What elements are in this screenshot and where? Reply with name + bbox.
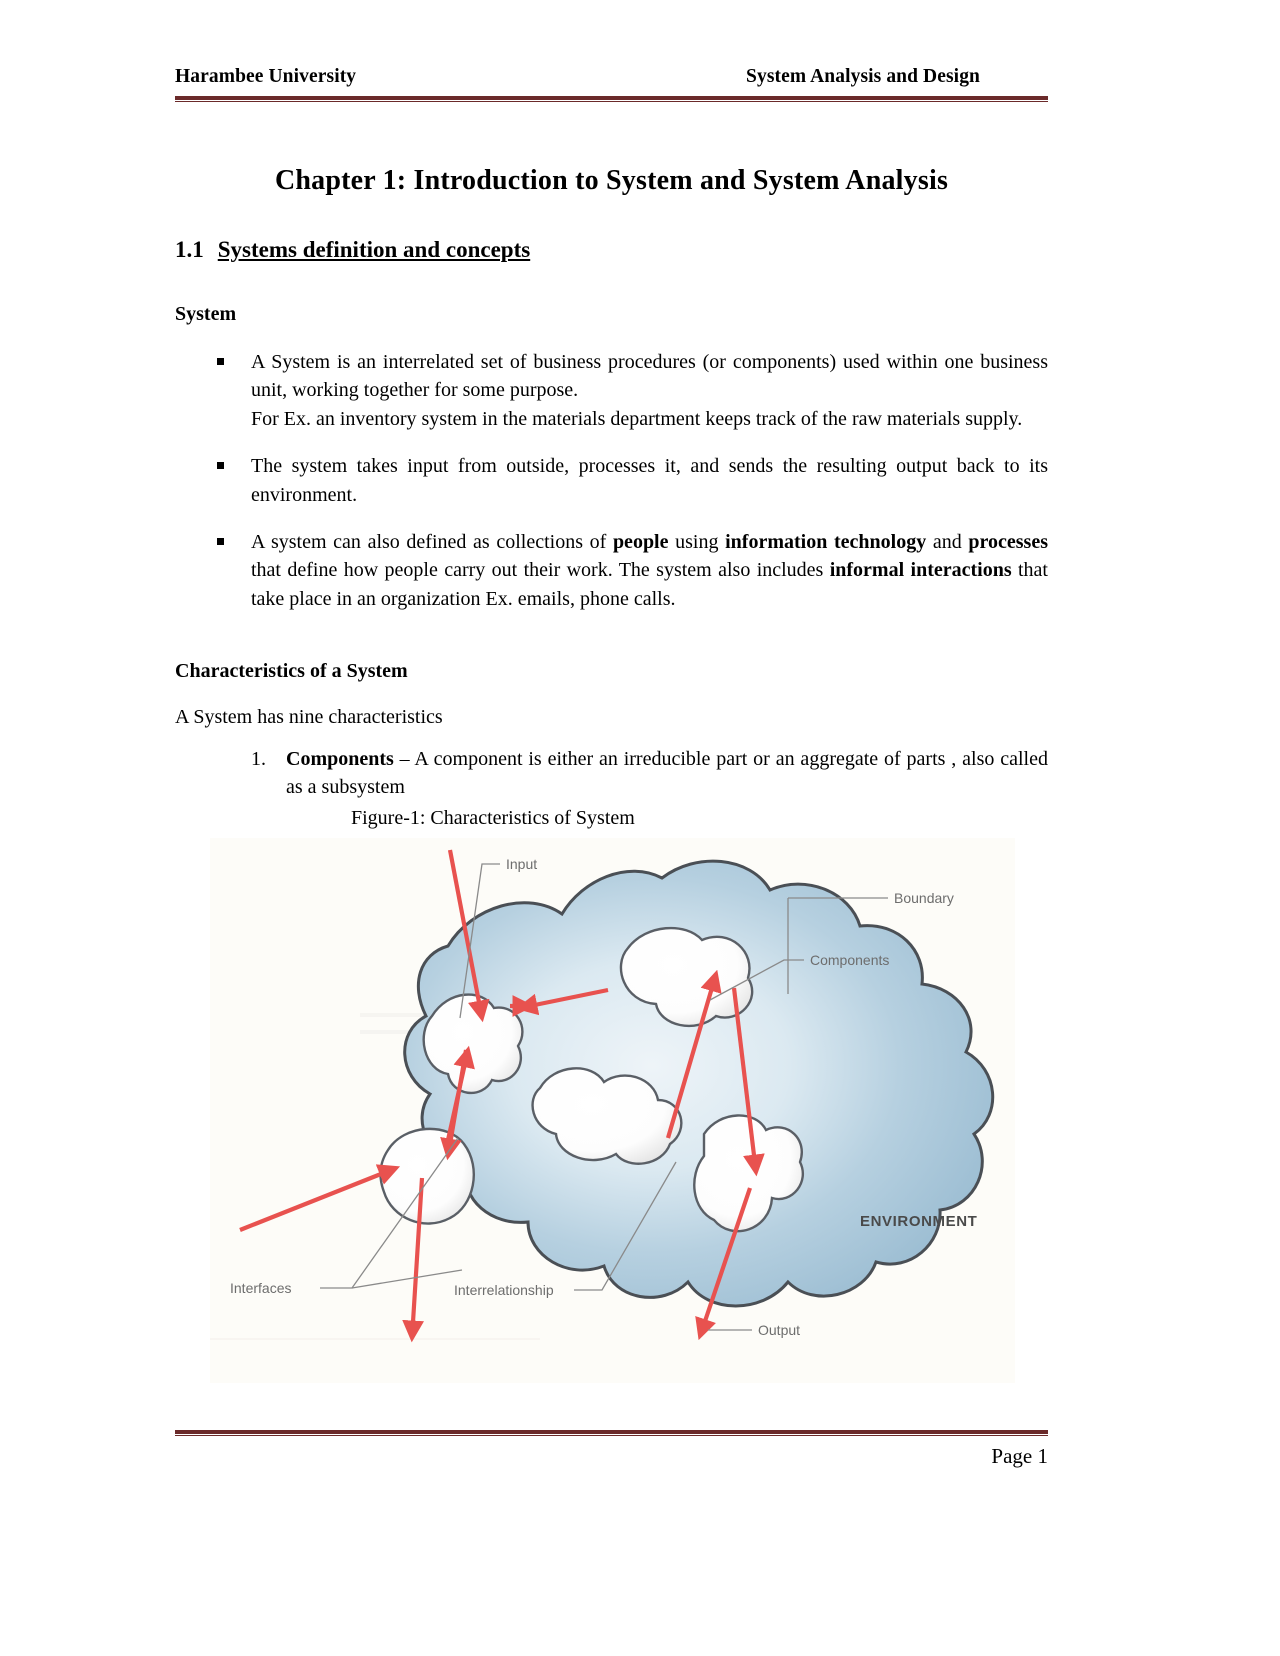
bullet-3-text-4: that define how people carry out their work. The system also includes bbox=[251, 559, 830, 582]
bullet-3-bold-information-technology: information technology bbox=[725, 530, 927, 553]
list-item bbox=[175, 452, 1048, 509]
section-number: 1.1 bbox=[175, 237, 204, 262]
subheading-characteristics: Characteristics of a System bbox=[175, 660, 408, 682]
bullet-3-text-3: and bbox=[926, 530, 969, 553]
header-divider-rule bbox=[175, 96, 1048, 103]
list-item-marker: 1. bbox=[251, 748, 266, 770]
figure-label-environment: ENVIRONMENT bbox=[860, 1213, 978, 1230]
square-bullet-icon bbox=[217, 462, 224, 469]
square-bullet-icon bbox=[217, 538, 224, 545]
list-item bbox=[175, 745, 1048, 832]
system-definition-bullets bbox=[175, 348, 1048, 632]
page-number: Page 1 bbox=[991, 1444, 1048, 1468]
bullet-3-bold-people: people bbox=[612, 530, 669, 553]
bullet-3-bold-processes: processes bbox=[968, 530, 1048, 553]
bullet-3-paragraph bbox=[251, 528, 1048, 613]
component-shape-left-lower bbox=[381, 1129, 474, 1224]
square-bullet-icon bbox=[217, 358, 224, 365]
subheading-system: System bbox=[175, 303, 237, 325]
bullet-3-text-5: that take place in an organization Ex. emails, phone calls. bbox=[251, 559, 1048, 610]
section-heading bbox=[175, 237, 530, 263]
leader-interfaces-2 bbox=[352, 1270, 462, 1288]
bullet-3-text-2: using bbox=[668, 530, 726, 553]
numbered-item-text: – A component is either an irreducible part or an aggregate of parts , also called as a subsystem bbox=[286, 748, 1048, 799]
section-title: Systems definition and concepts bbox=[217, 237, 531, 262]
bullet-1-paragraph-2: For Ex. an inventory system in the materials department keeps track of the raw materials supply. bbox=[251, 407, 1023, 430]
characteristics-numbered-list bbox=[175, 745, 1048, 832]
chapter-title: Chapter 1: Introduction to System and System Analysis bbox=[274, 165, 949, 196]
bullet-2-paragraph-1: The system takes input from outside, processes it, and sends the resulting output back to its environment. bbox=[251, 455, 1048, 506]
system-diagram-svg bbox=[210, 838, 1015, 1383]
arrow-environment-into-system bbox=[240, 1168, 396, 1230]
bullet-1-paragraph-1: A System is an interrelated set of business procedures (or components) used within one business unit, working together for some purpose. bbox=[251, 351, 1048, 402]
list-item bbox=[175, 528, 1048, 613]
header-institution: Harambee University bbox=[175, 66, 357, 87]
figure-caption: Figure-1: Characteristics of System bbox=[351, 806, 635, 829]
figure-label-components: Components bbox=[810, 952, 890, 968]
running-header bbox=[175, 66, 1048, 88]
footer-divider-rule bbox=[175, 1430, 1048, 1437]
system-boundary-shape bbox=[405, 861, 993, 1306]
figure-characteristics-of-system bbox=[210, 838, 1015, 1383]
figure-label-output: Output bbox=[758, 1322, 801, 1338]
figure-label-input: Input bbox=[506, 856, 538, 872]
figure-label-interfaces: Interfaces bbox=[230, 1280, 292, 1296]
figure-label-interrelationship: Interrelationship bbox=[454, 1282, 554, 1298]
bullet-3-bold-informal-interactions: informal interactions bbox=[829, 559, 1012, 582]
figure-label-boundary: Boundary bbox=[894, 890, 954, 906]
bullet-3-text-1: A system can also defined as collections of bbox=[251, 530, 613, 553]
list-item bbox=[175, 348, 1048, 433]
nine-characteristics-line: A System has nine characteristics bbox=[175, 706, 443, 728]
header-course-title: System Analysis and Design bbox=[746, 66, 980, 87]
numbered-item-term: Components bbox=[286, 748, 394, 770]
